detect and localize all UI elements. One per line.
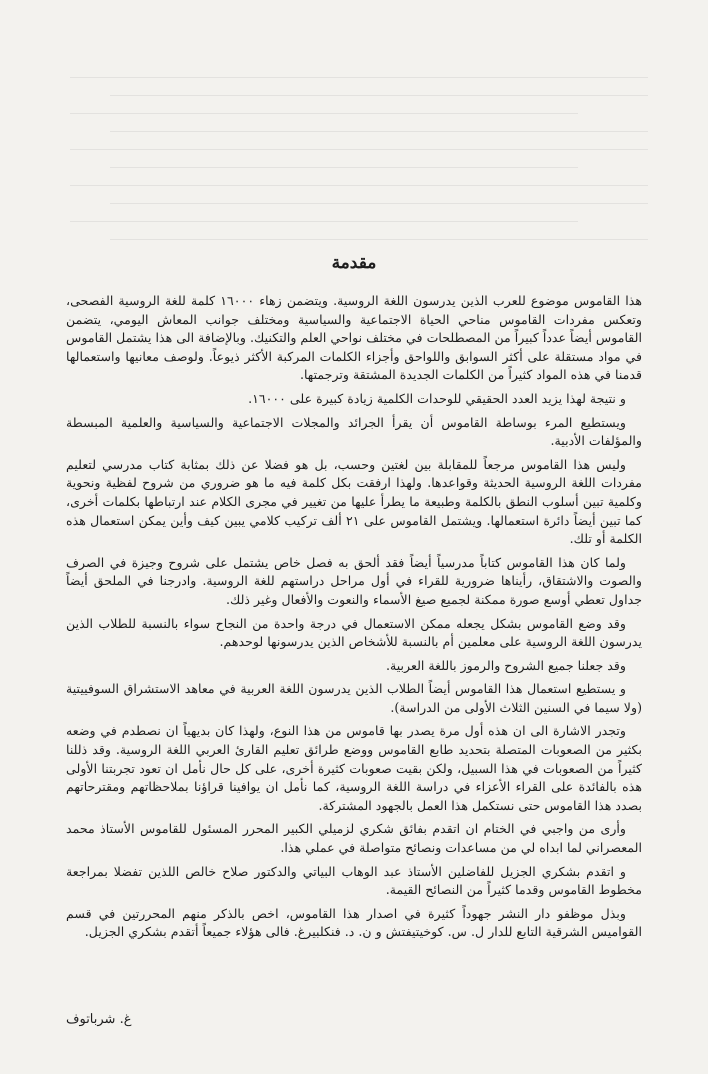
paragraph: وليس هذا القاموس مرجعاً للمقابلة بين لغتين وحسب، بل هو فضلا عن ذلك بمثابة كتاب مدرسي لتعليم مفردات اللغة الروسية الحديثة وقواعدها. ولهذا ارفقت بكل كلمة فيه ما هو ضروري من شروح لفظية ونحوية وكلمية تبين أسلوب النطق بالكلمة وطبيعة ما يطرأ عليها من تغيير في مجرى الكلام عند ارتباطها بكلمات أخرى، كما تبين أيضاً دائرة استعمالها. ويشتمل القاموس على ٢١ ألف تركيب كلامي يبين كيف وأين يمكن استعمال هذه الكلمة أو تلك. (66, 456, 642, 547)
paragraph: وقد جعلنا جميع الشروح والرموز باللغة العربية. (386, 657, 626, 673)
paragraph: وتجدر الاشارة الى ان هذه أول مرة يصدر بها قاموس من هذا النوع، ولهذا كان بديهياً ان نصطدم في وضعه بكثير من الصعوبات المتصلة بتحديد طابع القاموس ووضع طرائق تعليم القارئ العربي اللغة الروسية. وقد ذللنا كثيراً من الصعوبات في هذا السبيل، ولكن بقيت صعوبات كثيرة أخرى، على كل حال نأمل ان تعود تجربتنا الأولى هذه بالفائدة على القراء الأعزاء في دراسة اللغة الروسية، كما نأمل ان يوافينا قراؤنا بملاحظاتهم ومقترحاتهم بصدد هذا القاموس حتى نستكمل هذا العمل بالجهود المشتركة. (66, 723, 642, 813)
paragraph: ولما كان هذا القاموس كتاباً مدرسياً أيضاً فقد ألحق به فصل خاص يشتمل على شروح وجيزة في الصرف والصوت والاشتقاق، رأيناها ضرورية للقراء في أول مراحل دراستهم للغة الروسية. وادرجنا في الملحق أيضاً جداول تعطي أوسع صورة ممكنة لجميع صيغ الأسماء والنعوت والأفعال وغير ذلك. (66, 554, 642, 607)
paragraph: و يستطيع استعمال هذا القاموس أيضاً الطلاب الذين يدرسون اللغة العربية في معاهد الاستشراق السوفييتية (ولا سيما في السنين الثلاث الأولى من الدراسة). (66, 681, 642, 715)
paragraph: ويستطيع المرء بوساطة القاموس أن يقرأ الجرائد والمجلات الاجتماعية والسياسية والعلمية المبسطة والمؤلفات الأدبية. (66, 414, 642, 449)
author-signature: غ. شرباتوف (66, 1012, 132, 1027)
preface-body (66, 292, 642, 947)
paragraph: و اتقدم بشكري الجزيل للفاضلين الأستاذ عبد الوهاب البياتي والدكتور صلاح خالص اللذين تفضلا بمراجعة مخطوط القاموس وقدما كثيراً من النصائح القيمة. (66, 863, 642, 898)
paragraph: و نتيجة لهذا يزيد العدد الحقيقي للوحدات الكلمية زيادة كبيرة على ١٦٠٠٠. (248, 390, 626, 406)
paragraph: هذا القاموس موضوع للعرب الذين يدرسون اللغة الروسية. ويتضمن زهاء ١٦٠٠٠ كلمة للغة الروسية الفصحى، وتعكس مفردات القاموس مناحي الحياة الاجتماعية والسياسية ومختلف جوانب المعاش اليومي، يتضمن القاموس أيضاً عدداً كبيراً من المصطلحات في مختلف نواحي العلم والتكنيك. وبالإضافة الى هذا يشتمل القاموس في مواد مستقلة على أكثر السوابق واللواحق وأجزاء الكلمات المركبة الأكثر ذيوعاً. ولوصف معانيها واستعمالها قدمنا في هذه المواد كثيراً من الكلمات الجديدة المشتقة وترجمتها. (65, 293, 643, 383)
page-title: مقدمة (331, 253, 377, 273)
paragraph: وأرى من واجبي في الختام ان اتقدم بفائق شكري لزميلي الكبير المحرر المسئول للقاموس الأستاذ محمد المعصراني لما ابداه لي من مساعدات ونصائح متواصلة في عملي هذا. (66, 821, 642, 856)
bleed-through-text (70, 60, 648, 275)
paragraph: وبذل موظفو دار النشر جهوداً كثيرة في اصدار هذا القاموس، اخص بالذكر منهم المحررتين في قسم القواميس الشرقية التابع للدار ل. س. كوخيتيفتش و ن. د. فنكلبيرغ. فالى هؤلاء جميعاً أتقدم بشكري الجزيل. (66, 905, 642, 940)
paragraph: وقد وضع القاموس بشكل يجعله ممكن الاستعمال في درجة واحدة من النجاح سواء بالنسبة للطلاب الذين يدرسون اللغة الروسية على معلمين أم بالنسبة للأشخاص الذين يدرسونها لوحدهم. (66, 615, 642, 650)
